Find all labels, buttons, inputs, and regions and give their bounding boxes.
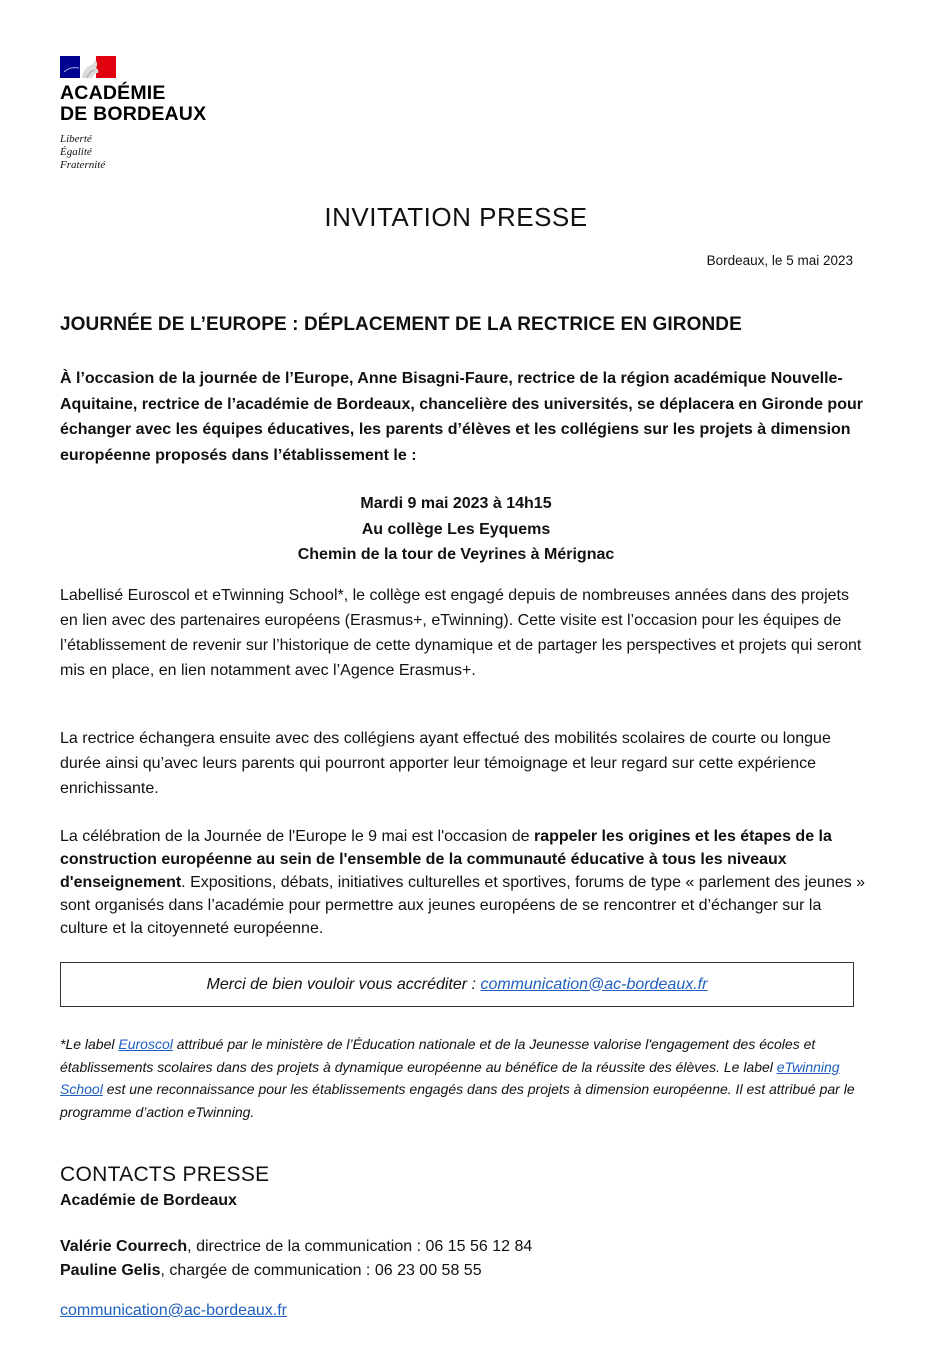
paragraph-labels: Labellisé Euroscol et eTwinning School*, le collège est engagé depuis de nombreuses années dans des projets en lien avec des partenaires européens (Erasmus+, eTwinning). Cette visite est l’occasion pour les équipes de l’établissement de revenir sur l’historique de cette dynamique et de partager les perspectives et projets qui seront mis en place, en lien notamment avec l’Agence Erasmus+. bbox=[60, 587, 862, 679]
accreditation-text: Merci de bien vouloir vous accréditer : bbox=[206, 975, 476, 993]
contact-name: Valérie Courrech bbox=[60, 1238, 188, 1255]
academie-logo bbox=[60, 56, 206, 172]
marianne-flag-icon bbox=[60, 56, 116, 78]
logo-name bbox=[60, 83, 206, 125]
contact-detail: , chargée de communication : 06 23 00 58 55 bbox=[160, 1262, 482, 1279]
celebration-text-bold: rappeler les origines et les étapes de la construction européenne au sein de l'ensemble de la communauté éducative à tous les niveaux d'enseignement bbox=[60, 828, 832, 891]
celebration-text-end: . Expositions, débats, initiatives culturelles et sportives, forums de type « parlement des jeunes » sont organisés dans l’académie pour permettre aux jeunes européens de se rencontrer et d’échanger sur la culture et la citoyenneté européenne. bbox=[60, 874, 866, 937]
contact-name: Pauline Gelis bbox=[60, 1262, 161, 1279]
contact-courrech bbox=[60, 1238, 532, 1256]
etwinning-school-link[interactable]: eTwinning School bbox=[60, 1058, 840, 1097]
footnote-text-1: *Le label bbox=[60, 1036, 119, 1052]
event-venue: Au collège Les Eyquems bbox=[361, 520, 551, 538]
document-type-title: INVITATION PRESSE bbox=[324, 202, 588, 232]
contacts-organization: Académie de Bordeaux bbox=[60, 1192, 237, 1209]
event-details bbox=[0, 491, 912, 568]
headline: JOURNÉE DE L’EUROPE : DÉPLACEMENT DE LA RECTRICE EN GIRONDE bbox=[60, 314, 742, 335]
motto-liberte: Liberté bbox=[60, 133, 92, 145]
paragraph-exchange: La rectrice échangera ensuite avec des collégiens ayant effectué des mobilités scolaires de courte ou longue durée ainsi qu’avec leurs parents qui pourront apporter leur témoignage et leur regard sur cette expérience enrichissante. bbox=[60, 730, 831, 797]
footnote-text-2: attribué par le ministère de l’Éducation nationale et de la Jeunesse valorise l'engagement des écoles et établissements scolaires dans des projets à dynamique européenne au bénéfice de la réussite des élèves. Le label bbox=[60, 1036, 816, 1075]
contact-detail: , directrice de la communication : 06 15 56 12 84 bbox=[187, 1238, 533, 1255]
contacts-email-link[interactable]: communication@ac-bordeaux.fr bbox=[60, 1302, 288, 1319]
event-address: Chemin de la tour de Veyrines à Mérignac bbox=[297, 546, 615, 563]
celebration-text-start: La célébration de la Journée de l'Europe le 9 mai est l'occasion de bbox=[60, 828, 534, 845]
lead-paragraph: À l’occasion de la journée de l’Europe, Anne Bisagni-Faure, rectrice de la région académique Nouvelle-Aquitaine, rectrice de l’académie de Bordeaux, chancelière des universités, se déplacera en Gironde pour échanger avec les équipes éducatives, les parents d’élèves et les collégiens sur les projets à dimension européenne proposés dans l’établissement le : bbox=[60, 370, 863, 464]
contacts-email bbox=[60, 1302, 287, 1320]
motto-egalite: Égalité bbox=[60, 146, 92, 158]
event-date: Mardi 9 mai 2023 à 14h15 bbox=[360, 495, 552, 512]
republic-motto bbox=[60, 133, 206, 172]
footnote bbox=[60, 1033, 872, 1123]
motto-fraternite: Fraternité bbox=[60, 159, 106, 171]
accreditation-email-link[interactable]: communication@ac-bordeaux.fr bbox=[480, 975, 708, 993]
logo-name-line2: DE BORDEAUX bbox=[60, 103, 207, 125]
contacts-title: CONTACTS PRESSE bbox=[60, 1163, 270, 1186]
footnote-text-3: est une reconnaissance pour les établissements engagés dans des projets à dimension européenne. Il est attribué par le programme d’action eTwinning. bbox=[60, 1081, 855, 1120]
paragraph-celebration bbox=[60, 825, 866, 940]
logo-name-line1: ACADÉMIE bbox=[60, 82, 166, 104]
contact-gelis bbox=[60, 1262, 482, 1280]
euroscol-link[interactable]: Euroscol bbox=[118, 1036, 173, 1052]
accreditation-box bbox=[60, 962, 854, 1007]
date-line: Bordeaux, le 5 mai 2023 bbox=[706, 253, 853, 268]
